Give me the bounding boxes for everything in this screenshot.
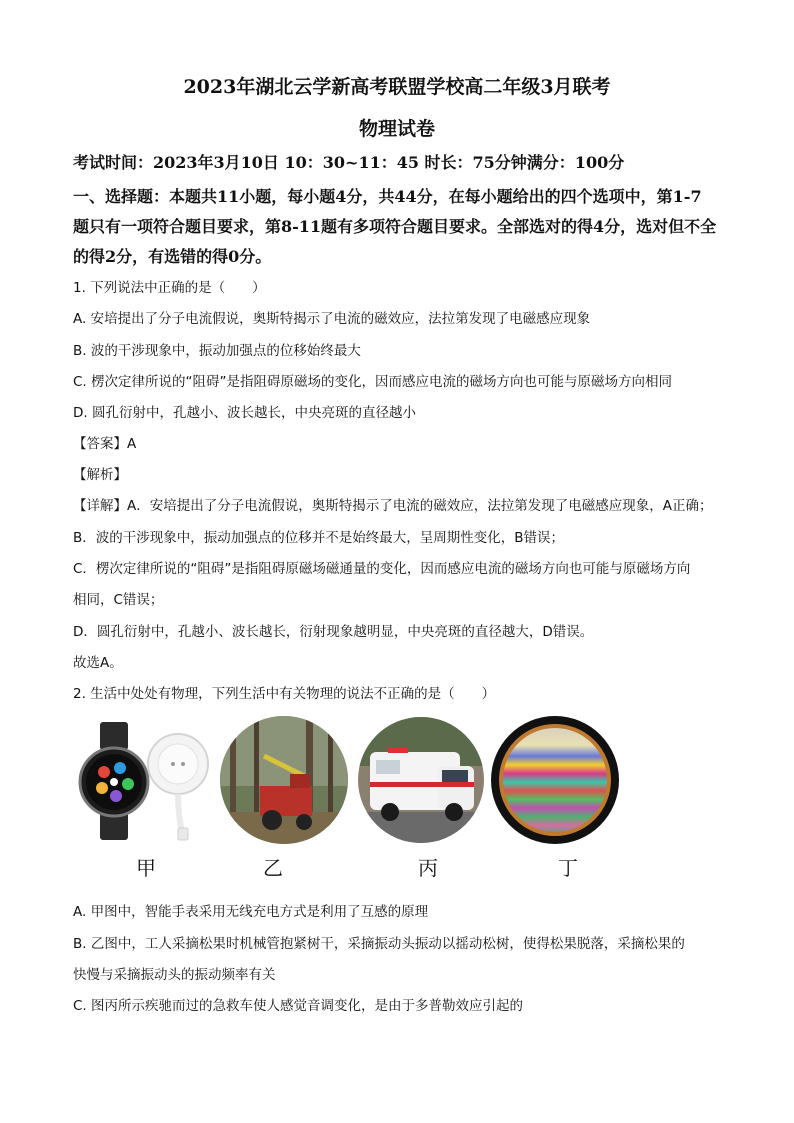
q1-conclusion: 故选A。 — [73, 655, 123, 671]
q1-detail-a: 【详解】A．安培提出了分子电流假说，奥斯特揭示了电流的磁效应，法拉第发现了电磁感应现象，A正确； — [73, 498, 713, 514]
q2-option-c: C. 图丙所示疾驰而过的急救车使人感觉音调变化，是由于多普勒效应引起的 — [73, 998, 524, 1014]
section-instruction-line3: 的得2分，有选错的得0分。 — [73, 247, 272, 266]
smartwatch-charger-image — [78, 722, 216, 842]
caption-yi: 乙 — [263, 856, 283, 880]
caption-ding: 丁 — [558, 856, 578, 880]
exam-title: 2023年湖北云学新高考联盟学校高二年级3月联考 — [183, 76, 611, 98]
exam-subtitle: 物理试卷 — [358, 118, 435, 140]
section-instruction-line1: 一、选择题：本题共11小题，每小题4分，共44分，在每小题给出的四个选项中，第1-7 — [73, 187, 702, 206]
q1-answer: 【答案】A — [73, 436, 137, 452]
exam-info: 考试时间：2023年3月10日 10：30~11：45 时长：75分钟满分：100分 — [73, 153, 625, 172]
soap-film-interference-image — [490, 716, 620, 844]
q1-option-c: C. 楞次定律所说的“阻碍”是指阻碍原磁场的变化，因而感应电流的磁场方向也可能与原磁场方向相同 — [73, 374, 672, 390]
caption-bing: 丙 — [418, 856, 438, 880]
q1-option-b: B. 波的干涉现象中，振动加强点的位移始终最大 — [73, 343, 361, 359]
q1-stem: 1. 下列说法中正确的是（ ） — [73, 280, 266, 296]
q1-option-d: D. 圆孔衍射中，孔越小、波长越长，中央亮斑的直径越小 — [73, 405, 416, 421]
q2-option-a: A. 甲图中，智能手表采用无线充电方式是利用了互感的原理 — [73, 904, 429, 920]
section-instruction-line2: 题只有一项符合题目要求，第8-11题有多项符合题目要求。全部选对的得4分，选对但不全 — [73, 217, 717, 236]
q2-option-b-cont: 快慢与采摘振动头的振动频率有关 — [73, 967, 276, 983]
q1-detail-b: B．波的干涉现象中，振动加强点的位移并不是始终最大，呈周期性变化，B错误； — [73, 530, 565, 546]
pine-cone-harvester-image — [220, 716, 348, 844]
q2-stem: 2. 生活中处处有物理，下列生活中有关物理的说法不正确的是（ ） — [73, 686, 496, 702]
q1-detail-d: D．圆孔衍射中，孔越小、波长越长，衍射现象越明显，中央亮斑的直径越大，D错误。 — [73, 624, 594, 640]
q1-analysis-label: 【解析】 — [73, 467, 127, 483]
q1-detail-c: C．楞次定律所说的“阻碍”是指阻碍原磁场磁通量的变化，因而感应电流的磁场方向也可能与原磁场方向 — [73, 561, 691, 577]
caption-jia: 甲 — [136, 856, 156, 880]
q1-option-a: A. 安培提出了分子电流假说，奥斯特揭示了电流的磁效应，法拉第发现了电磁感应现象 — [73, 311, 591, 327]
q2-option-b: B. 乙图中，工人采摘松果时机械管抱紧树干，采摘振动头振动以摇动松树，使得松果脱落，采摘松果的 — [73, 936, 685, 952]
ambulance-image — [358, 716, 484, 844]
q2-photo-row — [78, 716, 638, 886]
q1-detail-c-cont: 相同，C错误； — [73, 592, 164, 608]
